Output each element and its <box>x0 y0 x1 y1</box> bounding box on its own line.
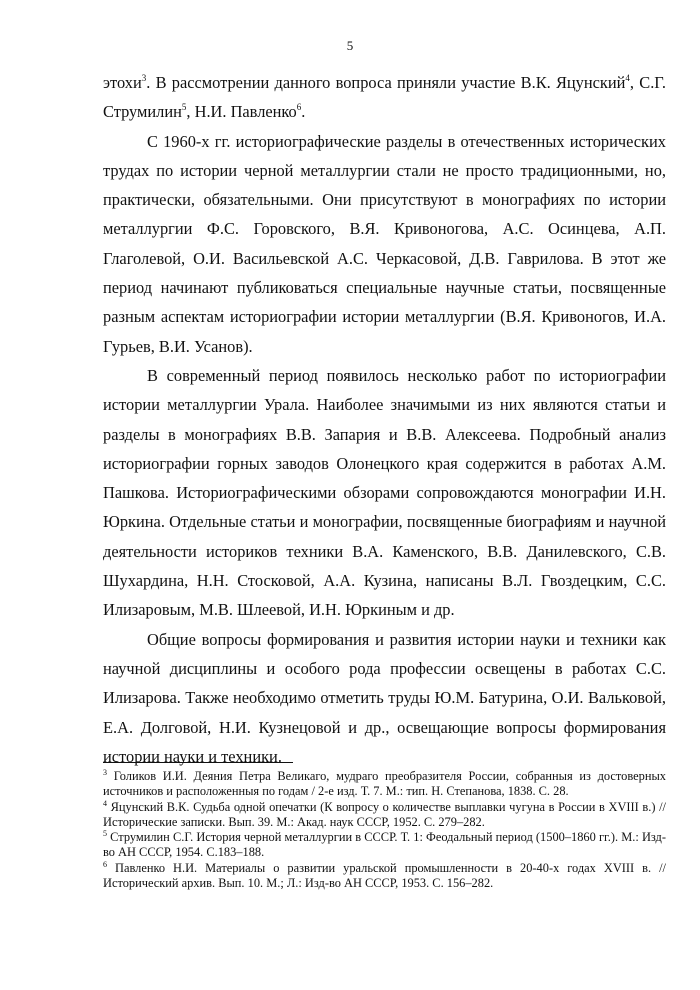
footnote-text: Павленко Н.И. Материалы о развитии уральской промышленности в 20-40-х годах XVIII в. // Исторический архив. Вып. 10. М.; Л.: Изд-во АН СССР, 1953. С. 156–282. <box>103 860 666 891</box>
footnote-reference: 4 <box>625 73 630 83</box>
text-run: , Н.И. Павленко <box>186 102 297 122</box>
footnote-reference: 3 <box>141 73 147 83</box>
paragraph <box>103 625 666 771</box>
footnote-number: 4 <box>103 798 107 808</box>
text-run: С 1960-х гг. историографические разделы в отечественных исторических трудах по истории черной металлургии стали не просто традиционными, но, практически, обязательными. Они присутствуют в монографиях по истории металлургии Ф.С. Горовского, В.Я. Кривоногова, А.С. Осинцева, А.П. Глаголевой, О.И. Васильевской А.С. Черкасовой, Д.В. Гаврилова. В этот же период начинают публиковаться специальные научные статьи, посвященные разным аспектам историографии истории металлургии (В.Я. Кривоногов, И.А. Гурьев, В.И. Усанов). <box>103 131 666 356</box>
text-run: . В рассмотрении данного вопроса приняли участие В.К. Яцунский <box>146 73 626 92</box>
footnote-text: Яцунский В.К. Судьба одной опечатки (К вопросу о количестве выплавки чугуна в России в XVIII в.) // Исторические записки. Вып. 39. М.: Акад. наук СССР, 1952. С. 279–282. <box>103 799 666 829</box>
footnote-text: Струмилин С.Г. История черной металлургии в СССР. Т. 1: Феодальный период (1500–1860 гг.). М.: Изд-во АН СССР, 1954. С.183–188. <box>103 830 666 860</box>
body-text <box>103 68 666 771</box>
footnote-text: Голиков И.И. Деяния Петра Великаго, мудраго преобразителя России, собранныя из достоверных источников и расположенныя по годам / 2-е изд. Т. 7. М.: тип. Н. Степанова, 1838. С. 28. <box>103 769 666 799</box>
paragraph <box>103 127 666 361</box>
paragraph <box>103 361 666 625</box>
footnote <box>103 800 666 831</box>
paragraph <box>103 68 666 127</box>
footnote-number: 6 <box>103 859 107 869</box>
footnotes <box>103 769 666 891</box>
footnote-separator <box>103 762 293 763</box>
footnote-number: 3 <box>103 768 107 777</box>
footnote-number: 5 <box>103 829 107 839</box>
footnote-reference: 5 <box>181 102 187 113</box>
footnote <box>103 830 666 861</box>
footnote <box>103 861 666 892</box>
text-run: В современный период появилось несколько работ по историографии истории металлургии Урала. Наиболее значимыми из них являются статьи и разделы в монографиях В.В. Запария и В.В. Алексеева. Подробный анализ историографии горных заводов Олонецкого края содержится в работах А.М. Пашкова. Историографическими обзорами сопровождаются монографии И.Н. Юркина. Отдельные статьи и монографии, посвященные биографиям и научной деятельности историков техники В.А. Каменского, В.В. Данилевского, С.В. Шухардина, Н.Н. Стосковой, А.А. Кузина, написаны В.Л. Гвоздецким, С.С. Илизаровым, М.В. Шлеевой, И.Н. Юркиным и др. <box>103 365 666 620</box>
text-run: , С.Г. Струмилин <box>103 73 667 122</box>
footnote <box>103 769 666 800</box>
text-run: Общие вопросы формирования и развития истории науки и техники как научной дисциплины и особого рода профессии освещены в работах С.С. Илизарова. Также необходимо отметить труды Ю.М. Батурина, О.И. Вальковой, Е.А. Долговой, Н.И. Кузнецовой и др., освещающие вопросы формирования истории науки и техники. <box>103 629 666 766</box>
text-run: . <box>301 102 306 122</box>
page-number: 5 <box>346 38 354 53</box>
footnote-reference: 6 <box>296 102 302 113</box>
text-run: этохи <box>103 73 142 92</box>
